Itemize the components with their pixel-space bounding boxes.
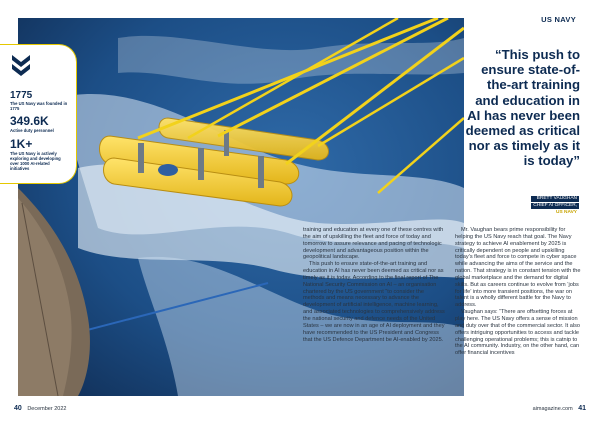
paragraph: Vaughan says: “There are offsetting forces at play here. The US Navy offers a sense of mission and duty over that of the commercial sector. It also offers intriguing opportunities to access and tackle challenging operational problems; this is catnip to the AI community. Industry, on the other hand, can offer financial incentives bbox=[455, 309, 580, 357]
stat-caption: The US Navy is actively exploring and developing over 1000 AI-related initiatives bbox=[10, 150, 61, 172]
paragraph: training and education at every one of these centres with the aim of upskilling the fleet and force of today and tomorrow to assure relevance and pacing of technologic development and advantageous position within the geopolitical landscape. bbox=[303, 227, 444, 261]
stat-personnel bbox=[10, 115, 70, 133]
page-number: 41 bbox=[578, 405, 586, 412]
stat-value: 349.6K bbox=[10, 114, 49, 129]
paragraph: This push to ensure state-of-the-art training and education in AI has never been deemed as critical nor as timely as it is today. According to the final report of The National Security Commission on AI – an organisation chartered by the US government “to consider the methods and means necessary to advance the development of artificial intelligence, machine learning, and associated technologies to comprehensively address the national security and defence needs of the United States – we are now in an age of AI deployment and they have recommended to the US President and Congress that the US Defence Department be AI-enabled by 2025. bbox=[303, 261, 445, 343]
footer-left bbox=[14, 405, 66, 412]
stat-caption: Active duty personnel bbox=[10, 128, 54, 134]
attribution-title: CHIEF AI OFFICER, bbox=[533, 203, 577, 208]
section-label: US NAVY bbox=[541, 15, 576, 24]
body-column-left bbox=[303, 227, 446, 343]
body-column-right bbox=[455, 227, 581, 357]
double-chevron-icon bbox=[10, 53, 32, 77]
stat-founded bbox=[10, 90, 70, 111]
stat-caption: The US Navy was founded in 1775 bbox=[10, 101, 68, 112]
pull-quote: “This push to ensure state-of-the-art training and education in AI has never been deemed as critical nor as timely as it is today” bbox=[465, 47, 580, 169]
paragraph: Mr. Vaughan bears prime responsibility for helping the US Navy reach that goal. The Navy strategy to achieve AI enablement by 2025 is critically dependent on people and upskilling today’s fleet and force to compete in cyber space while advancing the aims of the service and the nation. That strategy is in constant tension with the global marketplace and the demand for digital skills. But as careers continue to evolve from ‘jobs for life’ into more transient positions, the war on talent is a wholly different battle for the Navy to address. bbox=[455, 227, 581, 309]
attribution-name: BRETT VAUGHAN bbox=[531, 196, 579, 202]
stat-value: 1775 bbox=[10, 90, 33, 101]
stat-value: 1K+ bbox=[10, 136, 33, 151]
attribution-org: US NAVY bbox=[531, 210, 579, 216]
footer-right bbox=[533, 405, 586, 412]
page-number: 40 bbox=[14, 405, 22, 412]
quote-attribution bbox=[531, 195, 579, 216]
stat-initiatives bbox=[10, 138, 70, 172]
site-name: aimagazine.com bbox=[532, 406, 573, 412]
issue-date: December 2022 bbox=[27, 406, 67, 412]
stats-card bbox=[0, 44, 77, 184]
